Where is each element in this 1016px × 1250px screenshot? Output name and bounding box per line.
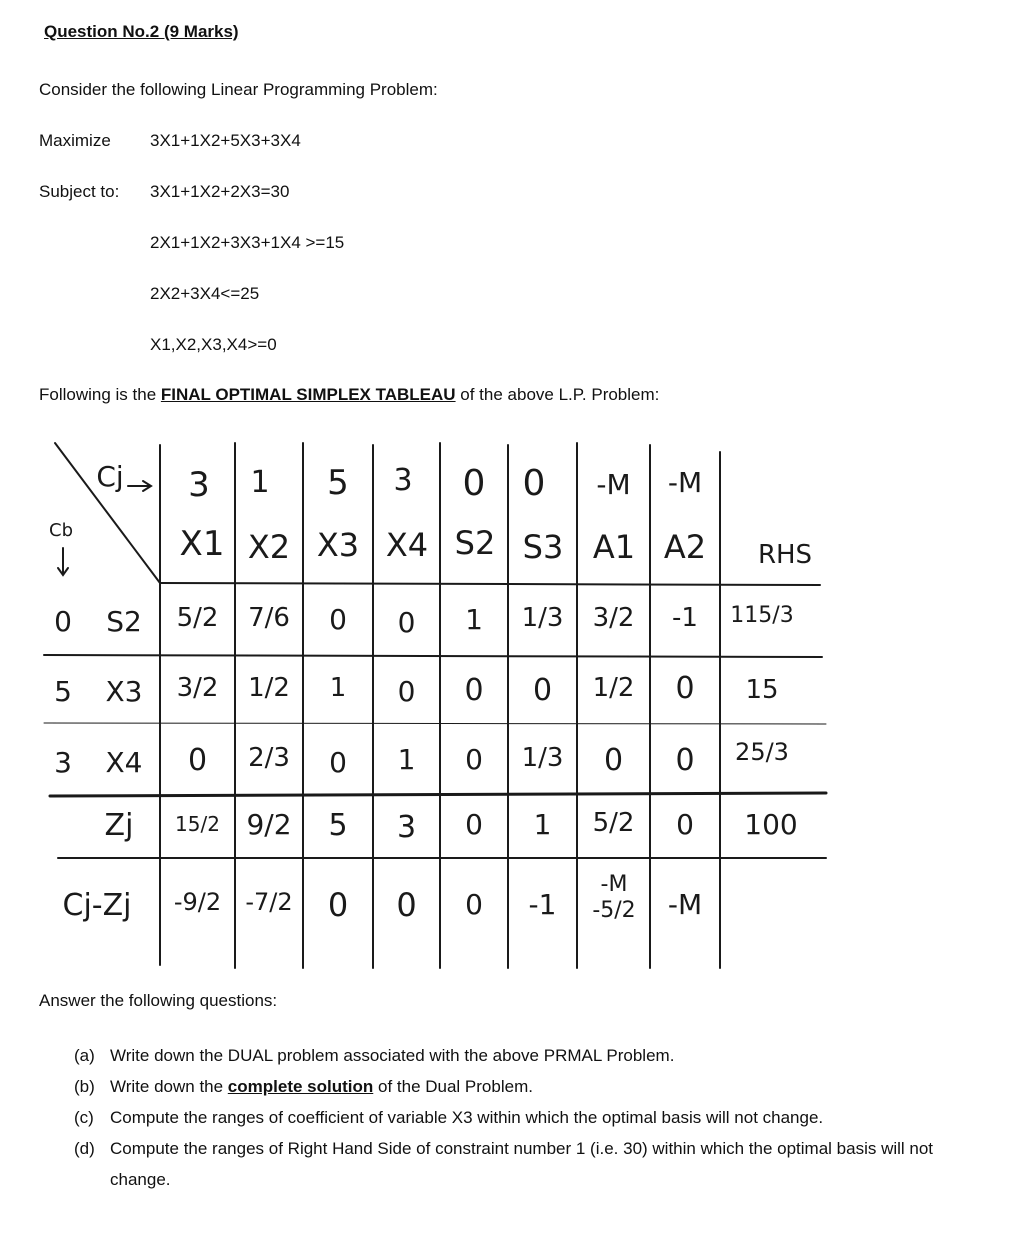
row-s2-x4: 0 [397, 606, 416, 639]
col-s3: S3 [522, 528, 564, 566]
subject-to-label: Subject to: [39, 182, 120, 201]
zj-label: Zj [104, 808, 134, 843]
cj-s3: 0 [522, 463, 546, 504]
question-text-d [110, 1133, 994, 1195]
cjzj-a2: -M [667, 888, 703, 921]
tableau-intro-post: of the above L.P. Problem: [455, 385, 660, 404]
question-title: Question No.2 (9 Marks) [44, 22, 239, 41]
row-x4-x4: 1 [397, 743, 416, 776]
row-s2-a2: -1 [672, 603, 698, 633]
col-a1: A1 [592, 528, 636, 566]
row-x3-s3: 0 [532, 673, 553, 708]
row-x4-s2: 0 [465, 743, 483, 776]
question-b-pre: Write down the [110, 1077, 228, 1096]
question-b-post: of the Dual Problem. [373, 1077, 533, 1096]
col-s2: S2 [454, 524, 496, 562]
row-x3-x4: 0 [397, 675, 416, 708]
question-item [74, 1040, 994, 1071]
row-x4-rhs: 25/3 [735, 738, 789, 766]
row-s2-cb: 0 [54, 605, 72, 638]
cjzj-label: Cj-Zj [62, 888, 132, 923]
zj-s2: 0 [465, 808, 483, 841]
tableau-intro-emphasis: FINAL OPTIMAL SIMPLEX TABLEAU [160, 385, 456, 404]
row-s2-x1: 5/2 [176, 603, 219, 633]
cjzj-x1: -9/2 [173, 888, 222, 916]
question-b-emphasis: complete solution [227, 1077, 374, 1096]
question-label-c: (c) [74, 1108, 94, 1127]
row-x4-x2: 2/3 [248, 743, 290, 773]
row-x4-x1: 0 [187, 743, 208, 778]
objective-function: 3X1+1X2+5X3+3X4 [150, 131, 301, 150]
question-label-d: (d) [74, 1139, 95, 1158]
row-x4-a2: 0 [675, 743, 695, 778]
constraint-2: 2X1+1X2+3X3+1X4 >=15 [150, 233, 345, 252]
cj-label: Cj [96, 460, 124, 493]
question-label-b: (b) [74, 1077, 95, 1096]
zj-x1: 15/2 [175, 812, 220, 836]
question-text-a [110, 1040, 994, 1071]
question-list [74, 1040, 994, 1195]
col-rhs: RHS [757, 540, 813, 570]
row-x4-x3: 0 [329, 746, 347, 779]
row-s2-s3: 1/3 [521, 603, 564, 633]
col-x1: X1 [179, 524, 225, 564]
row-s2-basis: S2 [106, 605, 142, 638]
nonnegativity-constraint: X1,X2,X3,X4>=0 [150, 335, 277, 354]
question-c-pre: Compute the ranges of coefficient of variable X3 within which the optimal basis will not change. [110, 1108, 824, 1127]
row-x3-s2: 0 [464, 673, 484, 708]
question-text-c [110, 1102, 994, 1133]
cjzj-s3: -1 [528, 888, 557, 921]
question-item [74, 1071, 994, 1102]
question-text-b [110, 1071, 994, 1102]
row-s2-x3: 0 [329, 603, 347, 636]
cb-label: Cb [49, 520, 73, 541]
col-x2: X2 [247, 528, 291, 566]
cj-s2: 0 [462, 463, 486, 504]
problem-intro: Consider the following Linear Programming Problem: [39, 80, 438, 99]
row-x3-x1: 3/2 [176, 673, 219, 703]
maximize-label: Maximize [39, 131, 111, 150]
row-x3-a2: 0 [675, 671, 695, 706]
zj-a1: 5/2 [592, 808, 635, 838]
row-x3-basis: X3 [105, 675, 143, 708]
row-x3-rhs: 15 [745, 675, 779, 705]
zj-x2: 9/2 [246, 808, 292, 841]
col-a2: A2 [663, 528, 707, 566]
cj-a2: -M [667, 466, 703, 499]
zj-x4: 3 [396, 810, 417, 845]
constraint-3: 2X2+3X4<=25 [150, 284, 260, 303]
questions-intro: Answer the following questions: [39, 991, 278, 1010]
row-x3-cb: 5 [54, 675, 72, 708]
cjzj-x4: 0 [396, 886, 417, 924]
row-s2-s2: 1 [465, 603, 483, 636]
row-x4-basis: X4 [105, 746, 143, 779]
cj-x2: 1 [250, 465, 270, 500]
zj-rhs: 100 [744, 808, 798, 841]
question-item [74, 1133, 994, 1195]
row-x4-cb: 3 [54, 746, 72, 779]
cjzj-x3: 0 [327, 886, 349, 924]
zj-x3: 5 [328, 808, 348, 843]
row-x3-a1: 1/2 [592, 673, 635, 703]
cj-x1: 3 [188, 465, 210, 505]
row-s2-x2: 7/6 [248, 603, 290, 633]
tableau-intro-pre: Following is the [39, 385, 161, 404]
cj-x3: 5 [327, 463, 349, 503]
cjzj-x2: -7/2 [245, 888, 293, 916]
row-x3-x3: 1 [329, 673, 347, 703]
row-x4-s3: 1/3 [521, 743, 564, 773]
cj-x4: 3 [393, 463, 413, 498]
zj-s3: 1 [533, 808, 552, 841]
row-x3-x2: 1/2 [248, 673, 290, 703]
question-item [74, 1102, 994, 1133]
row-x4-a1: 0 [603, 743, 624, 778]
cj-a1: -M [596, 468, 631, 501]
question-a-pre: Write down the DUAL problem associated with the above PRMAL Problem. [110, 1046, 675, 1065]
zj-a2: 0 [676, 808, 694, 841]
row-s2-a1: 3/2 [592, 603, 635, 633]
question-label-a: (a) [74, 1046, 95, 1065]
cjzj-a1: -M -5/2 [592, 872, 636, 923]
cjzj-s2: 0 [465, 888, 483, 921]
row-s2-rhs: 115/3 [730, 603, 794, 628]
col-x4: X4 [385, 526, 429, 564]
constraint-1: 3X1+1X2+2X3=30 [150, 182, 290, 201]
question-d-pre: Compute the ranges of Right Hand Side of constraint number 1 (i.e. 30) within which the optimal basis will not change. [110, 1139, 934, 1189]
col-x3: X3 [316, 526, 360, 564]
